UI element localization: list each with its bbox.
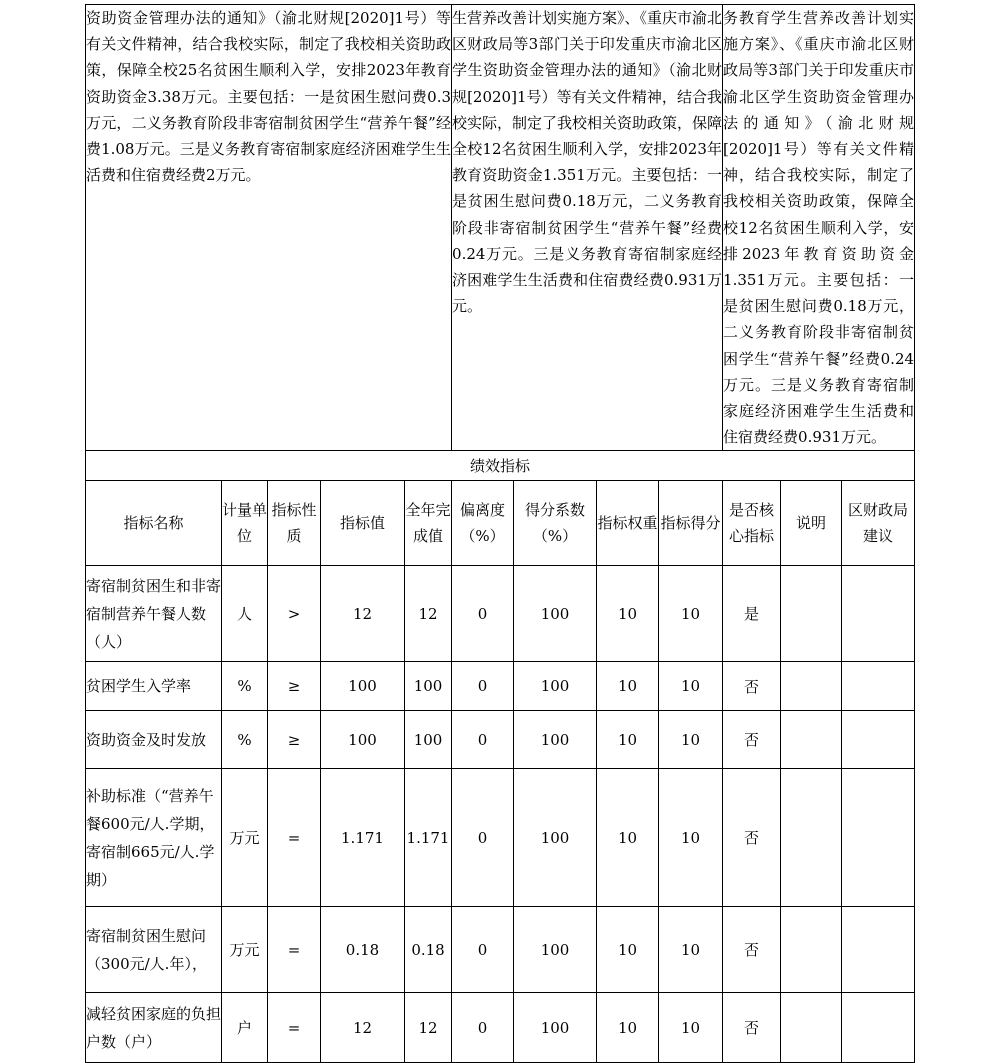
- coefficient-cell: 100: [514, 711, 597, 769]
- score-cell: 10: [659, 566, 723, 662]
- coefficient-cell: 100: [514, 993, 597, 1063]
- core-cell: 否: [723, 662, 781, 711]
- table-row: [86, 662, 915, 711]
- header-cell: 指标性质: [268, 481, 321, 566]
- note-cell: [781, 769, 842, 907]
- deviation-cell: 0: [452, 769, 514, 907]
- deviation-cell: 0: [452, 662, 514, 711]
- actual-cell: 12: [405, 566, 452, 662]
- indicator-name: 资助资金及时发放: [86, 711, 222, 769]
- header-cell: 是否核心指标: [723, 481, 781, 566]
- indicator-name: 减轻贫困家庭的负担户数（户）: [86, 993, 222, 1063]
- score-cell: 10: [659, 907, 723, 993]
- table-row: [86, 566, 915, 662]
- nature-cell: =: [268, 993, 321, 1063]
- indicator-name: 寄宿制贫困生慰问（300元/人.年），: [86, 907, 222, 993]
- unit-cell: 万元: [222, 907, 268, 993]
- header-cell: 计量单位: [222, 481, 268, 566]
- target-cell: 12: [321, 993, 405, 1063]
- paragraph-row: [86, 5, 915, 451]
- target-cell: 1.171: [321, 769, 405, 907]
- unit-cell: 万元: [222, 769, 268, 907]
- weight-cell: 10: [597, 662, 659, 711]
- header-cell: 全年完成值: [405, 481, 452, 566]
- header-cell: 得分系数（%）: [514, 481, 597, 566]
- actual-cell: 1.171: [405, 769, 452, 907]
- nature-cell: =: [268, 907, 321, 993]
- note-cell: [781, 907, 842, 993]
- table-row: [86, 907, 915, 993]
- table-row: [86, 993, 915, 1063]
- header-cell: 说明: [781, 481, 842, 566]
- coefficient-cell: 100: [514, 907, 597, 993]
- weight-cell: 10: [597, 907, 659, 993]
- table-row: [86, 769, 915, 907]
- advice-cell: [842, 711, 915, 769]
- coefficient-cell: 100: [514, 566, 597, 662]
- weight-cell: 10: [597, 566, 659, 662]
- advice-cell: [842, 662, 915, 711]
- nature-cell: >: [268, 566, 321, 662]
- paragraph-right: 务教育学生营养改善计划实施方案》、《重庆市渝北区财政局等3部门关于印发重庆市渝北区学生资助资金管理办法的通知》（渝北财规[2020]1号）等有关文件精神，结合我校实际，制定了我校相关资助政策，保障全校12名贫困生顺利入学，安排2023年教育资助资金1.351万元。主要包括：一是贫困生慰问费0.18万元，二义务教育阶段非寄宿制贫困学生“营养午餐”经费0.24万元。三是义务教育寄宿制家庭经济困难学生生活费和住宿费经费0.931万元。: [723, 5, 915, 451]
- header-cell: 指标得分: [659, 481, 723, 566]
- weight-cell: 10: [597, 993, 659, 1063]
- advice-cell: [842, 907, 915, 993]
- deviation-cell: 0: [452, 711, 514, 769]
- note-cell: [781, 566, 842, 662]
- deviation-cell: 0: [452, 907, 514, 993]
- advice-cell: [842, 566, 915, 662]
- actual-cell: 12: [405, 993, 452, 1063]
- deviation-cell: 0: [452, 993, 514, 1063]
- target-cell: 100: [321, 662, 405, 711]
- weight-cell: 10: [597, 711, 659, 769]
- performance-table: [85, 4, 915, 1063]
- target-cell: 100: [321, 711, 405, 769]
- section-title: 绩效指标: [86, 451, 915, 481]
- unit-cell: %: [222, 711, 268, 769]
- target-cell: 12: [321, 566, 405, 662]
- table-row: [86, 711, 915, 769]
- nature-cell: ≥: [268, 711, 321, 769]
- indicator-name: 寄宿制贫困生和非寄宿制营养午餐人数（人）: [86, 566, 222, 662]
- core-cell: 是: [723, 566, 781, 662]
- score-cell: 10: [659, 769, 723, 907]
- indicator-name: 补助标准（“营养午餐600元/人.学期，寄宿制665元/人.学期）: [86, 769, 222, 907]
- nature-cell: =: [268, 769, 321, 907]
- note-cell: [781, 711, 842, 769]
- header-cell: 区财政局建议: [842, 481, 915, 566]
- advice-cell: [842, 769, 915, 907]
- target-cell: 0.18: [321, 907, 405, 993]
- core-cell: 否: [723, 769, 781, 907]
- score-cell: 10: [659, 993, 723, 1063]
- unit-cell: 人: [222, 566, 268, 662]
- indicator-name: 贫困学生入学率: [86, 662, 222, 711]
- header-cell: 指标权重: [597, 481, 659, 566]
- actual-cell: 100: [405, 711, 452, 769]
- header-cell: 偏离度（%）: [452, 481, 514, 566]
- paragraph-middle: 生营养改善计划实施方案》、《重庆市渝北区财政局等3部门关于印发重庆市渝北区学生资助资金管理办法的通知》（渝北财规[2020]1号）等有关文件精神，结合我校实际，制定了我校相关资助政策，保障全校12名贫困生顺利入学，安排2023年教育资助资金1.351万元。主要包括：一是贫困生慰问费0.18万元，二义务教育阶段非寄宿制贫困学生“营养午餐”经费0.24万元。三是义务教育寄宿制家庭经济困难学生生活费和住宿费经费0.931万元。: [452, 5, 723, 451]
- coefficient-cell: 100: [514, 769, 597, 907]
- weight-cell: 10: [597, 769, 659, 907]
- header-row: [86, 481, 915, 566]
- unit-cell: 户: [222, 993, 268, 1063]
- actual-cell: 0.18: [405, 907, 452, 993]
- advice-cell: [842, 993, 915, 1063]
- unit-cell: %: [222, 662, 268, 711]
- nature-cell: ≥: [268, 662, 321, 711]
- score-cell: 10: [659, 711, 723, 769]
- note-cell: [781, 993, 842, 1063]
- paragraph-left: 资助资金管理办法的通知》（渝北财规[2020]1号）等有关文件精神，结合我校实际，制定了我校相关资助政策，保障全校25名贫困生顺利入学，安排2023年教育资助资金3.38万元。主要包括：一是贫困生慰问费0.3万元，二义务教育阶段非寄宿制贫困学生“营养午餐”经费1.08万元。三是义务教育寄宿制家庭经济困难学生生活费和住宿费经费2万元。: [86, 5, 452, 451]
- core-cell: 否: [723, 711, 781, 769]
- note-cell: [781, 662, 842, 711]
- score-cell: 10: [659, 662, 723, 711]
- core-cell: 否: [723, 993, 781, 1063]
- header-cell: 指标名称: [86, 481, 222, 566]
- core-cell: 否: [723, 907, 781, 993]
- actual-cell: 100: [405, 662, 452, 711]
- deviation-cell: 0: [452, 566, 514, 662]
- coefficient-cell: 100: [514, 662, 597, 711]
- header-cell: 指标值: [321, 481, 405, 566]
